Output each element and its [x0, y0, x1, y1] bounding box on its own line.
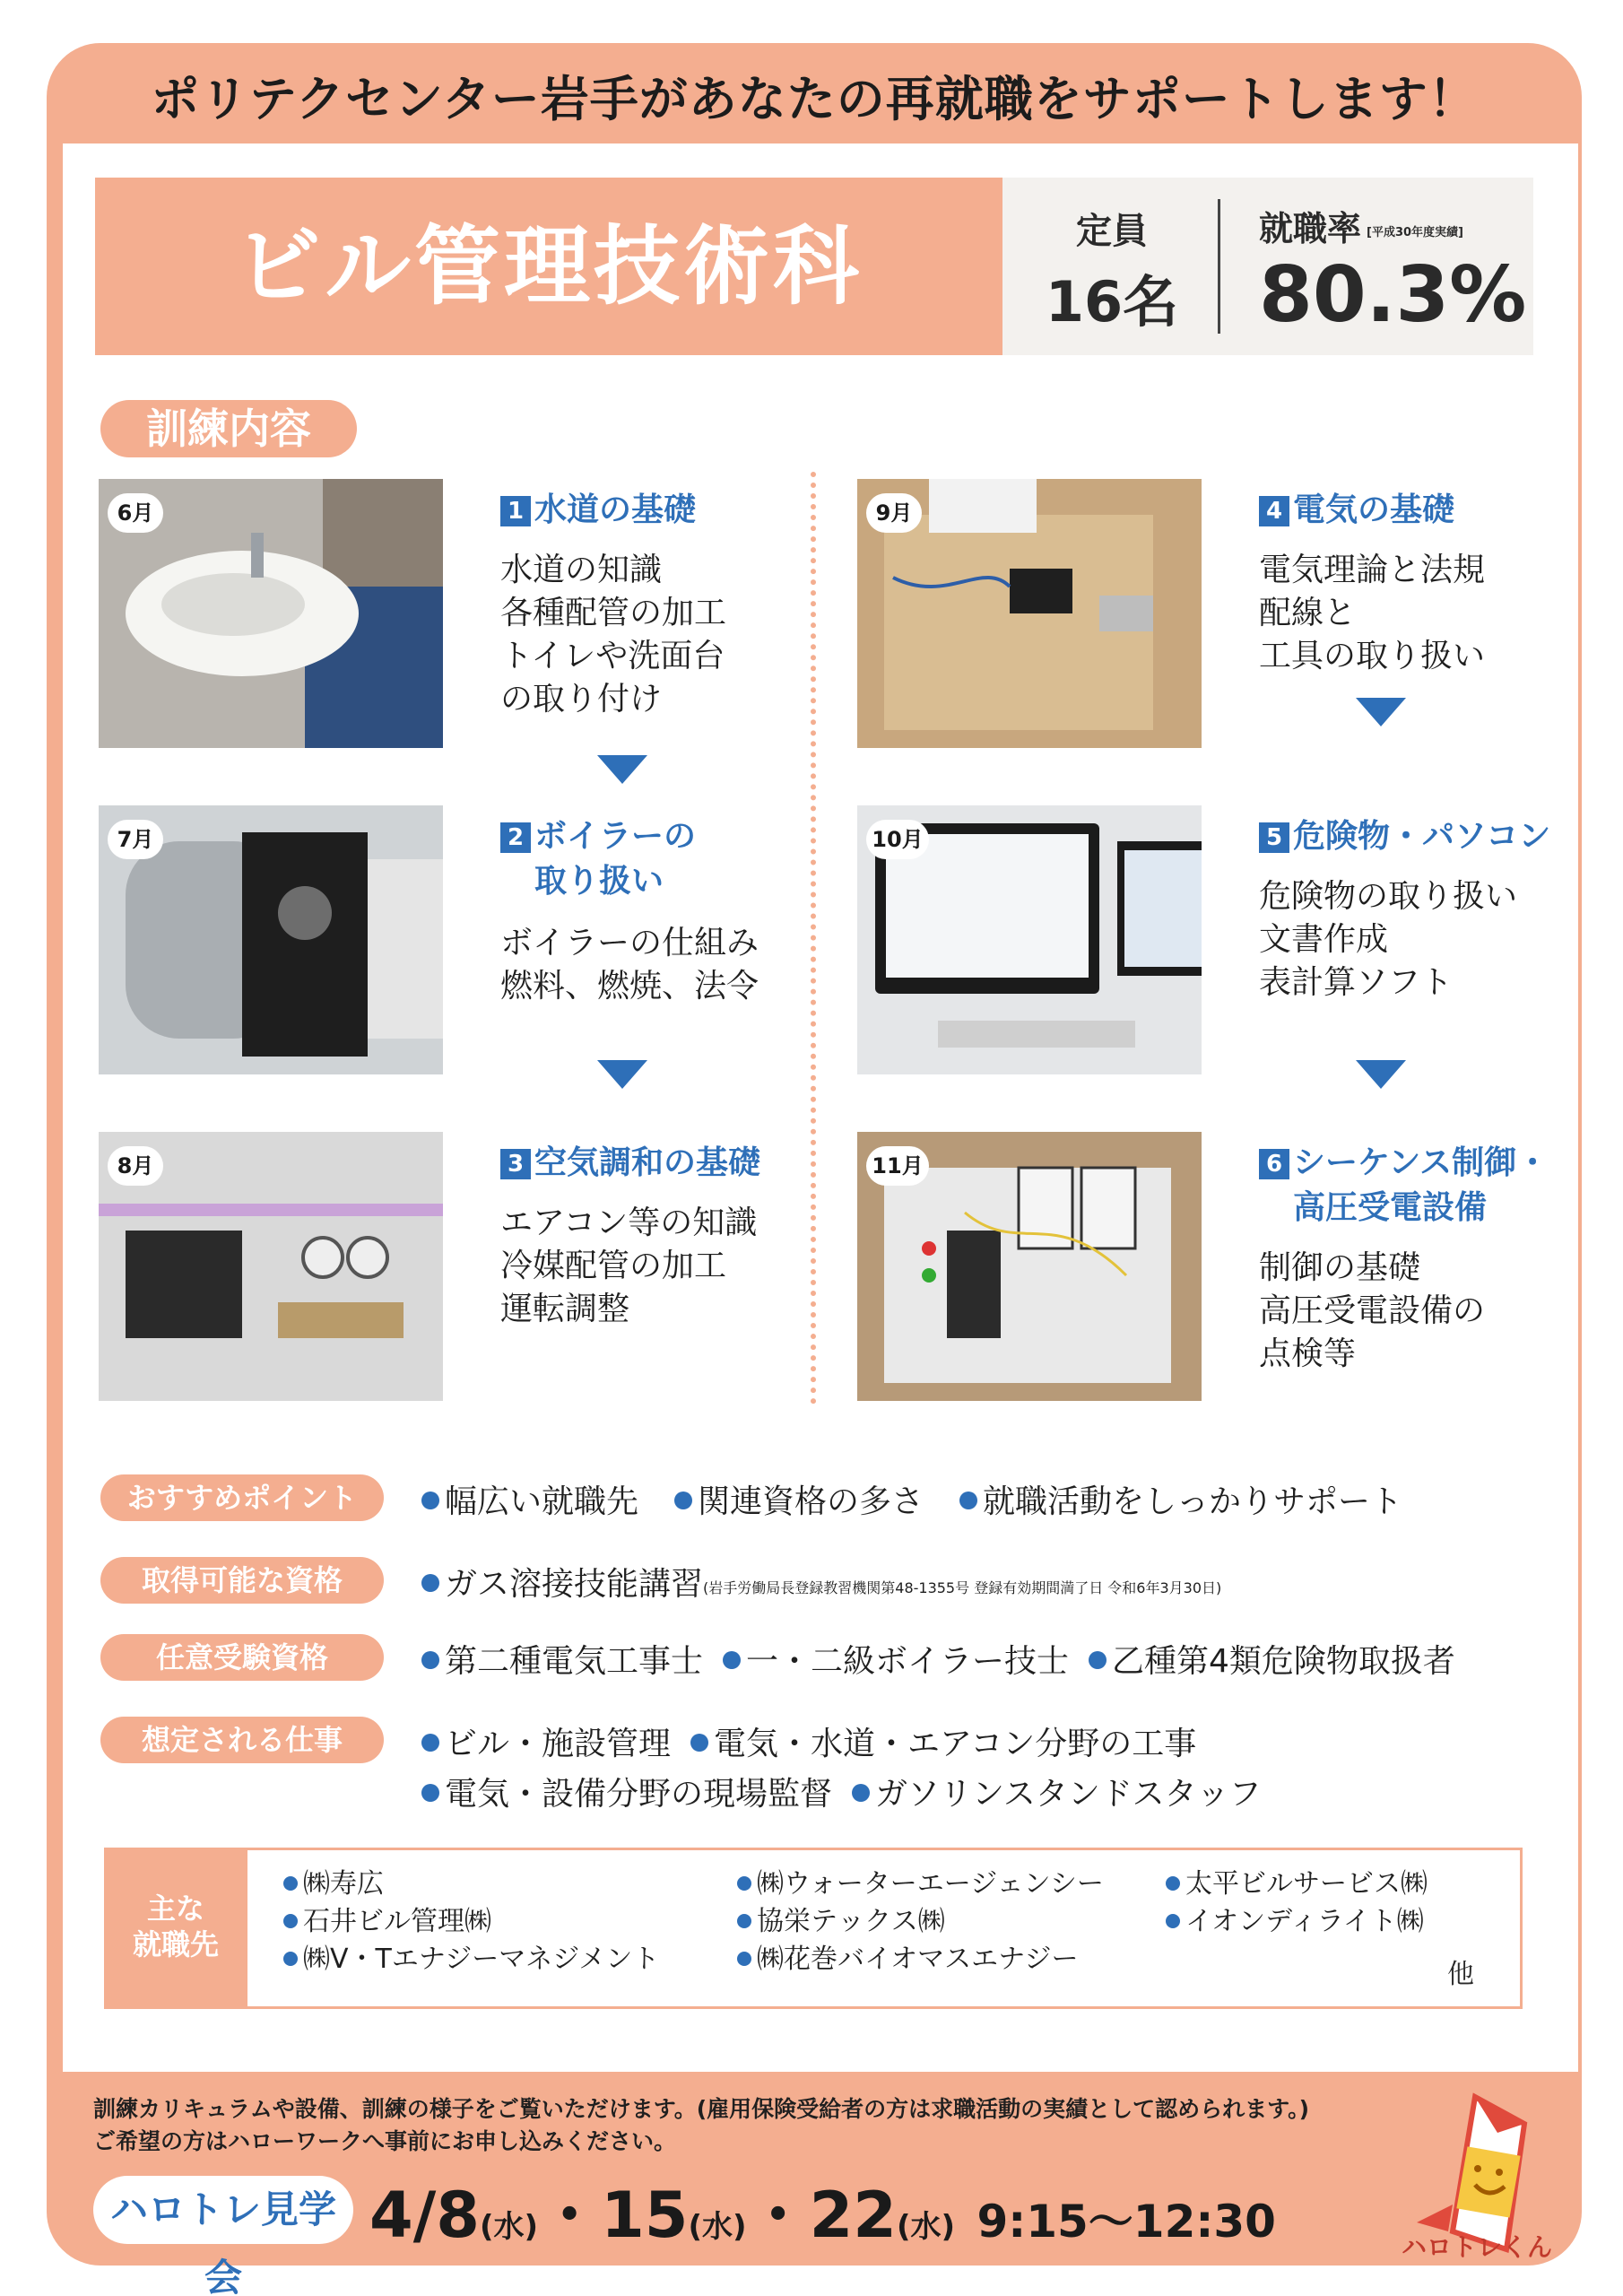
step-title-3: 3 空気調和の基礎 [500, 1141, 760, 1186]
tour-dates: 4/8(水)・15(水)・22(水) 9:15〜12:30 [369, 2179, 1276, 2252]
month-badge: 7月 [108, 820, 163, 859]
mascot-name: ハロトレくん [1401, 2232, 1552, 2262]
step-body-6: 制御の基礎 高圧受電設備の 点検等 [1259, 1249, 1486, 1372]
employers-label: 主な 就職先 [104, 1848, 247, 2009]
photo-sequence [857, 1132, 1202, 1401]
photo-plumbing [99, 479, 443, 748]
arrow-down-icon [1356, 698, 1406, 726]
month-badge: 10月 [866, 820, 929, 859]
month-badge: 9月 [866, 493, 922, 533]
tour-label: ハロトレ見学会 [93, 2176, 353, 2244]
arrow-down-icon [597, 1060, 647, 1089]
month-badge: 6月 [108, 493, 163, 533]
step-body-2: ボイラーの仕組み 燃料、燃焼、法令 [500, 925, 759, 1004]
jobs-line-1: ビル・施設管理 電気・水道・エアコン分野の工事 [421, 1718, 1216, 1764]
rate-note: [平成30年度実績] [1367, 226, 1463, 239]
employers-col-1: ㈱寿広 石井ビル管理㈱ ㈱V・Tエナジーマネジメント [283, 1866, 659, 1979]
arrow-down-icon [1356, 1060, 1406, 1089]
month-badge: 11月 [866, 1146, 929, 1186]
photo-aircon [99, 1132, 443, 1401]
cert-label: 取得可能な資格 [100, 1557, 384, 1604]
column-divider [811, 472, 816, 1405]
jobs-label: 想定される仕事 [100, 1717, 384, 1763]
step-body-1: 水道の知識 各種配管の加工 トイレや洗面台 の取り付け [500, 552, 727, 718]
cert-row: ガス溶接技能講習(岩手労働局長登録教習機関第48-1355号 登録有効期間満了日 令和6年3月30日) [421, 1559, 1221, 1605]
employers-col-3: 太平ビルサービス㈱ イオンディライト㈱ [1166, 1866, 1428, 1941]
step-body-3: エアコン等の知識 冷媒配管の加工 運転調整 [500, 1205, 758, 1327]
capacity-value: 16名 [1045, 269, 1179, 335]
step-title-4: 4 電気の基礎 [1259, 488, 1454, 533]
jobs-line-2: 電気・設備分野の現場監督 ガソリンスタンドスタッフ [421, 1769, 1281, 1814]
step-title-2: 2 ボイラーの 取り扱い [500, 814, 696, 904]
course-title: ビル管理技術科 [95, 178, 1002, 355]
month-badge: 8月 [108, 1146, 163, 1186]
arrow-down-icon [597, 755, 647, 784]
capacity [1031, 203, 1193, 337]
rate-value: 80.3% [1259, 250, 1527, 340]
stat-divider [1218, 199, 1220, 334]
training-label: 訓練内容 [100, 400, 357, 457]
rate-label: 就職率 [1259, 209, 1362, 248]
headline: ポリテクセンター岩手があなたの再就職をサポートします！ [151, 71, 1478, 127]
optional-certs: 第二種電気工事士 一・二級ボイラー技士 乙種第4類危険物取扱者 [421, 1636, 1475, 1682]
step-body-5: 危険物の取り扱い 文書作成 表計算ソフト [1259, 878, 1518, 1001]
recommend-label: おすすめポイント [100, 1474, 384, 1521]
employers-other: 他 [1447, 1959, 1474, 1990]
footer-text: 訓練カリキュラムや設備、訓練の様子をご覧いただけます。(雇用保険受給者の方は求職活動の実績として認められます。) ご希望の方はハローワークへ事前にお申し込みください。 [93, 2096, 1310, 2154]
employment-rate [1259, 201, 1528, 340]
step-title-1: 1 水道の基礎 [500, 488, 696, 533]
capacity-label: 定員 [1076, 211, 1148, 252]
step-body-4: 電気理論と法規 配線と 工具の取り扱い [1259, 552, 1486, 674]
optional-label: 任意受験資格 [100, 1634, 384, 1681]
photo-computer [857, 805, 1202, 1074]
photo-electric [857, 479, 1202, 748]
photo-boiler [99, 805, 443, 1074]
employers-col-2: ㈱ウォーターエージェンシー 協栄テックス㈱ ㈱花巻バイオマスエナジー [737, 1866, 1104, 1979]
step-title-5: 5 危険物・パソコン [1259, 814, 1550, 859]
step-title-6: 6 シーケンス制御・ 高圧受電設備 [1259, 1141, 1549, 1231]
recommend-points: 幅広い就職先 関連資格の多さ 就職活動をしっかりサポート [421, 1476, 1438, 1522]
